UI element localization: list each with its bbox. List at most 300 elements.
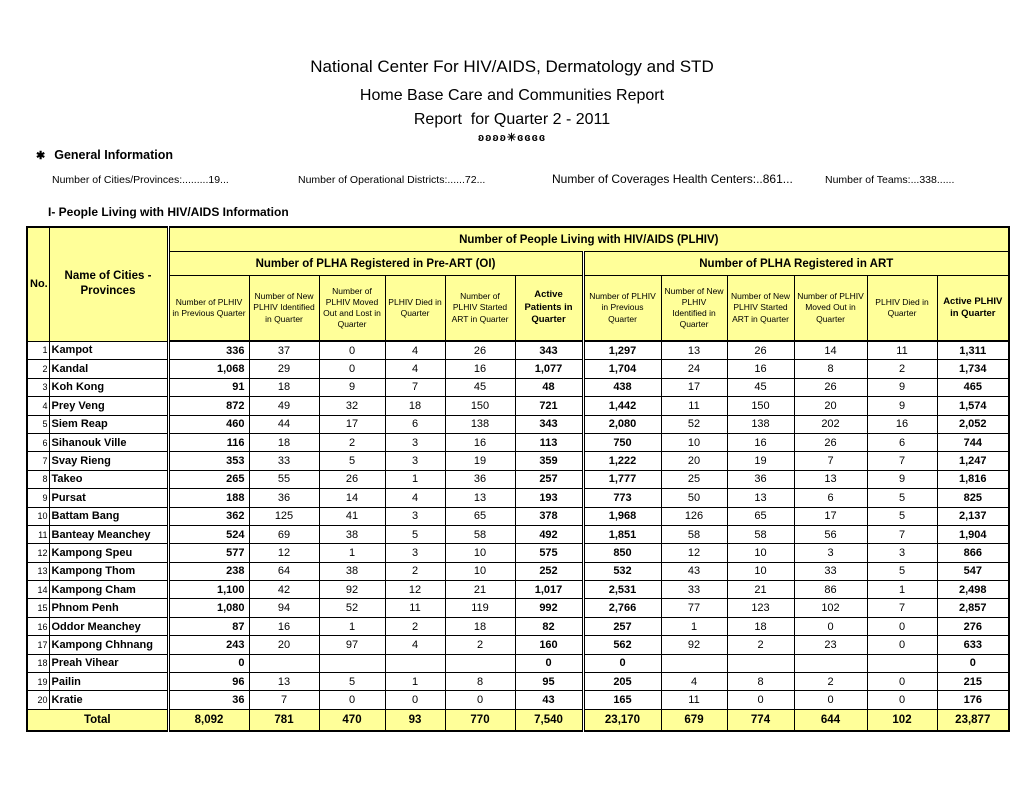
value-cell: 0 xyxy=(867,673,937,691)
value-cell: 19 xyxy=(445,452,515,470)
value-cell: 36 xyxy=(249,489,319,507)
value-cell: 36 xyxy=(445,470,515,488)
value-cell: 2 xyxy=(794,673,867,691)
value-cell: 10 xyxy=(445,562,515,580)
value-cell: 17 xyxy=(319,415,385,433)
row-number-cell: 13 xyxy=(27,562,49,580)
value-cell: 6 xyxy=(867,433,937,451)
province-name-cell: Pailin xyxy=(49,673,168,691)
province-name-cell: Kampong Chhnang xyxy=(49,636,168,654)
value-cell: 11 xyxy=(661,397,727,415)
province-name-cell: Pursat xyxy=(49,489,168,507)
report-subtitle: Home Base Care and Communities Report xyxy=(359,87,665,104)
value-cell: 3 xyxy=(385,433,445,451)
value-cell: 1 xyxy=(319,544,385,562)
table-row xyxy=(27,360,1009,378)
value-cell: 19 xyxy=(727,452,794,470)
value-cell: 10 xyxy=(727,562,794,580)
value-cell: 65 xyxy=(445,507,515,525)
value-cell: 5 xyxy=(867,489,937,507)
province-name-cell: Kampot xyxy=(49,341,168,360)
province-name-cell: Kandal xyxy=(49,360,168,378)
row-number-cell: 10 xyxy=(27,507,49,525)
value-cell: 744 xyxy=(937,433,1009,451)
value-cell: 94 xyxy=(249,599,319,617)
total-value-cell: 102 xyxy=(867,709,937,731)
value-cell: 3 xyxy=(385,452,445,470)
value-cell: 0 xyxy=(867,636,937,654)
column-header: PLHIV Died in Quarter xyxy=(867,276,937,342)
total-value-cell: 23,877 xyxy=(937,709,1009,731)
value-cell: 238 xyxy=(168,562,249,580)
row-number-cell: 4 xyxy=(27,397,49,415)
column-header-name: Name of Cities - Provinces xyxy=(49,227,168,341)
value-cell: 492 xyxy=(515,525,583,543)
value-cell: 1,077 xyxy=(515,360,583,378)
value-cell: 8 xyxy=(445,673,515,691)
row-number-cell: 20 xyxy=(27,691,49,709)
province-name-cell: Svay Rieng xyxy=(49,452,168,470)
table-row xyxy=(27,415,1009,433)
value-cell: 52 xyxy=(661,415,727,433)
general-information-label: General Information xyxy=(54,148,173,162)
total-value-cell: 470 xyxy=(319,709,385,731)
value-cell: 113 xyxy=(515,433,583,451)
row-number-cell: 19 xyxy=(27,673,49,691)
value-cell: 102 xyxy=(794,599,867,617)
value-cell: 0 xyxy=(867,691,937,709)
value-cell: 6 xyxy=(385,415,445,433)
value-cell: 0 xyxy=(583,654,661,672)
value-cell: 1,734 xyxy=(937,360,1009,378)
value-cell: 205 xyxy=(583,673,661,691)
value-cell: 91 xyxy=(168,378,249,396)
value-cell: 7 xyxy=(794,452,867,470)
province-name-cell: Siem Reap xyxy=(49,415,168,433)
value-cell: 21 xyxy=(445,581,515,599)
value-cell: 7 xyxy=(867,525,937,543)
total-value-cell: 781 xyxy=(249,709,319,731)
value-cell: 0 xyxy=(794,691,867,709)
value-cell: 2,857 xyxy=(937,599,1009,617)
value-cell: 9 xyxy=(867,470,937,488)
value-cell: 36 xyxy=(168,691,249,709)
value-cell: 1,068 xyxy=(168,360,249,378)
value-cell: 0 xyxy=(319,360,385,378)
value-cell: 2 xyxy=(445,636,515,654)
total-row xyxy=(27,709,1009,731)
value-cell: 23 xyxy=(794,636,867,654)
value-cell: 1,247 xyxy=(937,452,1009,470)
value-cell: 1,574 xyxy=(937,397,1009,415)
value-cell: 336 xyxy=(168,341,249,360)
table-title-header: Number of People Living with HIV/AIDS (PLHIV) xyxy=(168,227,1009,252)
value-cell: 43 xyxy=(661,562,727,580)
value-cell: 577 xyxy=(168,544,249,562)
table-row xyxy=(27,397,1009,415)
value-cell: 1 xyxy=(661,617,727,635)
value-cell: 2,052 xyxy=(937,415,1009,433)
value-cell: 825 xyxy=(937,489,1009,507)
column-header: Number of New PLHIV Started ART in Quarter xyxy=(727,276,794,342)
value-cell: 193 xyxy=(515,489,583,507)
row-number-cell: 3 xyxy=(27,378,49,396)
value-cell: 11 xyxy=(385,599,445,617)
value-cell: 38 xyxy=(319,525,385,543)
row-number-cell: 11 xyxy=(27,525,49,543)
value-cell: 11 xyxy=(867,341,937,360)
total-label-cell: Total xyxy=(27,709,168,731)
value-cell: 10 xyxy=(445,544,515,562)
value-cell: 150 xyxy=(727,397,794,415)
value-cell: 2,766 xyxy=(583,599,661,617)
province-name-cell: Prey Veng xyxy=(49,397,168,415)
value-cell: 26 xyxy=(794,378,867,396)
value-cell: 9 xyxy=(867,378,937,396)
province-name-cell: Battam Bang xyxy=(49,507,168,525)
value-cell: 0 xyxy=(319,691,385,709)
value-cell: 86 xyxy=(794,581,867,599)
total-value-cell: 23,170 xyxy=(583,709,661,731)
value-cell: 1,017 xyxy=(515,581,583,599)
value-cell xyxy=(727,654,794,672)
value-cell: 14 xyxy=(319,489,385,507)
value-cell: 56 xyxy=(794,525,867,543)
value-cell: 18 xyxy=(445,617,515,635)
column-header-no: No. xyxy=(27,227,49,341)
value-cell: 33 xyxy=(249,452,319,470)
value-cell: 16 xyxy=(867,415,937,433)
column-header: Number of New PLHIV Identified in Quarter xyxy=(249,276,319,342)
value-cell: 438 xyxy=(583,378,661,396)
value-cell: 1 xyxy=(867,581,937,599)
table-row xyxy=(27,581,1009,599)
value-cell: 18 xyxy=(385,397,445,415)
row-number-cell: 8 xyxy=(27,470,49,488)
row-number-cell: 14 xyxy=(27,581,49,599)
value-cell: 45 xyxy=(727,378,794,396)
table-row xyxy=(27,654,1009,672)
value-cell: 16 xyxy=(727,360,794,378)
value-cell: 13 xyxy=(727,489,794,507)
value-cell: 17 xyxy=(794,507,867,525)
value-cell: 5 xyxy=(319,673,385,691)
value-cell: 1,311 xyxy=(937,341,1009,360)
column-header: PLHIV Died in Quarter xyxy=(385,276,445,342)
value-cell: 257 xyxy=(583,617,661,635)
ornament-divider: ʚʚʚʚ✳ɞɞɞɞ xyxy=(477,132,547,144)
value-cell xyxy=(319,654,385,672)
value-cell: 6 xyxy=(794,489,867,507)
report-title: National Center For HIV/AIDS, Dermatology and STD xyxy=(310,57,714,76)
value-cell: 92 xyxy=(661,636,727,654)
value-cell: 872 xyxy=(168,397,249,415)
value-cell: 82 xyxy=(515,617,583,635)
table-header-row-top xyxy=(27,227,1009,252)
table-row xyxy=(27,673,1009,691)
value-cell: 26 xyxy=(319,470,385,488)
value-cell: 3 xyxy=(385,507,445,525)
value-cell: 45 xyxy=(445,378,515,396)
value-cell: 524 xyxy=(168,525,249,543)
value-cell: 16 xyxy=(727,433,794,451)
value-cell: 343 xyxy=(515,341,583,360)
province-name-cell: Sihanouk Ville xyxy=(49,433,168,451)
value-cell xyxy=(385,654,445,672)
table-row xyxy=(27,562,1009,580)
column-header: Number of PLHIV Moved Out and Lost in Quarter xyxy=(319,276,385,342)
value-cell: 1,222 xyxy=(583,452,661,470)
value-cell: 4 xyxy=(661,673,727,691)
value-cell: 633 xyxy=(937,636,1009,654)
value-cell: 0 xyxy=(319,341,385,360)
column-header: Active PLHIV in Quarter xyxy=(937,276,1009,342)
table-body xyxy=(27,341,1009,731)
value-cell: 97 xyxy=(319,636,385,654)
value-cell: 9 xyxy=(867,397,937,415)
value-cell: 1,904 xyxy=(937,525,1009,543)
value-cell: 773 xyxy=(583,489,661,507)
value-cell: 0 xyxy=(168,654,249,672)
value-cell: 2,137 xyxy=(937,507,1009,525)
value-cell: 1 xyxy=(385,673,445,691)
value-cell: 11 xyxy=(661,691,727,709)
table-header-row-groups xyxy=(27,252,1009,276)
value-cell: 18 xyxy=(727,617,794,635)
row-number-cell: 17 xyxy=(27,636,49,654)
value-cell: 32 xyxy=(319,397,385,415)
value-cell: 138 xyxy=(727,415,794,433)
value-cell: 4 xyxy=(385,489,445,507)
value-cell: 37 xyxy=(249,341,319,360)
value-cell xyxy=(661,654,727,672)
value-cell: 1,100 xyxy=(168,581,249,599)
total-value-cell: 679 xyxy=(661,709,727,731)
province-name-cell: Kampong Cham xyxy=(49,581,168,599)
value-cell: 17 xyxy=(661,378,727,396)
value-cell: 42 xyxy=(249,581,319,599)
row-number-cell: 6 xyxy=(27,433,49,451)
column-header: Number of PLHIV Moved Out in Quarter xyxy=(794,276,867,342)
value-cell: 1,442 xyxy=(583,397,661,415)
total-value-cell: 644 xyxy=(794,709,867,731)
value-cell xyxy=(794,654,867,672)
value-cell: 8 xyxy=(727,673,794,691)
value-cell: 16 xyxy=(445,360,515,378)
value-cell: 1,777 xyxy=(583,470,661,488)
value-cell: 362 xyxy=(168,507,249,525)
value-cell: 1,816 xyxy=(937,470,1009,488)
value-cell: 4 xyxy=(385,360,445,378)
value-cell: 5 xyxy=(385,525,445,543)
value-cell: 126 xyxy=(661,507,727,525)
table-row xyxy=(27,617,1009,635)
value-cell: 13 xyxy=(445,489,515,507)
value-cell: 58 xyxy=(727,525,794,543)
table-row xyxy=(27,470,1009,488)
row-number-cell: 12 xyxy=(27,544,49,562)
value-cell: 562 xyxy=(583,636,661,654)
table-row xyxy=(27,452,1009,470)
value-cell: 26 xyxy=(727,341,794,360)
table-row xyxy=(27,544,1009,562)
value-cell: 465 xyxy=(937,378,1009,396)
province-name-cell: Oddor Meanchey xyxy=(49,617,168,635)
value-cell: 21 xyxy=(727,581,794,599)
value-cell: 64 xyxy=(249,562,319,580)
value-cell: 123 xyxy=(727,599,794,617)
value-cell: 20 xyxy=(249,636,319,654)
section-title: I- People Living with HIV/AIDS Information xyxy=(48,205,289,219)
value-cell: 119 xyxy=(445,599,515,617)
value-cell: 12 xyxy=(661,544,727,562)
value-cell: 1,704 xyxy=(583,360,661,378)
report-quarter-line: Report for Quarter 2 - 2011 xyxy=(413,111,611,128)
value-cell: 1,297 xyxy=(583,341,661,360)
province-name-cell: Kampong Speu xyxy=(49,544,168,562)
value-cell: 160 xyxy=(515,636,583,654)
value-cell: 55 xyxy=(249,470,319,488)
column-header: Active Patients in Quarter xyxy=(515,276,583,342)
value-cell: 14 xyxy=(794,341,867,360)
table-row xyxy=(27,599,1009,617)
value-cell: 13 xyxy=(661,341,727,360)
value-cell: 3 xyxy=(867,544,937,562)
value-cell: 16 xyxy=(249,617,319,635)
column-header: Number of PLHIV Started ART in Quarter xyxy=(445,276,515,342)
value-cell: 7 xyxy=(867,452,937,470)
value-cell: 202 xyxy=(794,415,867,433)
total-value-cell: 8,092 xyxy=(168,709,249,731)
value-cell: 150 xyxy=(445,397,515,415)
value-cell: 10 xyxy=(727,544,794,562)
value-cell: 750 xyxy=(583,433,661,451)
value-cell: 1 xyxy=(319,617,385,635)
value-cell: 343 xyxy=(515,415,583,433)
value-cell xyxy=(445,654,515,672)
value-cell: 7 xyxy=(249,691,319,709)
column-header: Number of New PLHIV Identified in Quarter xyxy=(661,276,727,342)
value-cell: 0 xyxy=(867,617,937,635)
value-cell: 0 xyxy=(794,617,867,635)
group-header-pre-art: Number of PLHA Registered in Pre-ART (OI) xyxy=(168,252,583,276)
value-cell: 2,080 xyxy=(583,415,661,433)
value-cell: 7 xyxy=(385,378,445,396)
total-value-cell: 770 xyxy=(445,709,515,731)
value-cell: 252 xyxy=(515,562,583,580)
group-header-art: Number of PLHA Registered in ART xyxy=(583,252,1009,276)
province-name-cell: Phnom Penh xyxy=(49,599,168,617)
row-number-cell: 5 xyxy=(27,415,49,433)
province-name-cell: Banteay Meanchey xyxy=(49,525,168,543)
value-cell: 96 xyxy=(168,673,249,691)
value-cell: 547 xyxy=(937,562,1009,580)
value-cell: 215 xyxy=(937,673,1009,691)
value-cell xyxy=(249,654,319,672)
value-cell xyxy=(867,654,937,672)
value-cell: 16 xyxy=(445,433,515,451)
row-number-cell: 9 xyxy=(27,489,49,507)
value-cell: 65 xyxy=(727,507,794,525)
table-row xyxy=(27,378,1009,396)
table-row xyxy=(27,341,1009,360)
table-row xyxy=(27,507,1009,525)
province-name-cell: Kratie xyxy=(49,691,168,709)
table-row xyxy=(27,636,1009,654)
value-cell: 188 xyxy=(168,489,249,507)
value-cell: 33 xyxy=(661,581,727,599)
value-cell: 866 xyxy=(937,544,1009,562)
value-cell: 49 xyxy=(249,397,319,415)
value-cell: 7 xyxy=(867,599,937,617)
stat-teams: Number of Teams:...338...... xyxy=(825,174,955,186)
star-bullet-icon: ✱ xyxy=(36,150,46,162)
value-cell: 2 xyxy=(385,562,445,580)
value-cell: 38 xyxy=(319,562,385,580)
value-cell: 0 xyxy=(727,691,794,709)
value-cell: 26 xyxy=(445,341,515,360)
province-name-cell: Kampong Thom xyxy=(49,562,168,580)
value-cell: 992 xyxy=(515,599,583,617)
value-cell: 1,851 xyxy=(583,525,661,543)
row-number-cell: 16 xyxy=(27,617,49,635)
value-cell: 41 xyxy=(319,507,385,525)
value-cell: 460 xyxy=(168,415,249,433)
value-cell: 125 xyxy=(249,507,319,525)
value-cell: 165 xyxy=(583,691,661,709)
value-cell: 176 xyxy=(937,691,1009,709)
table-header-row-columns xyxy=(27,276,1009,342)
value-cell: 0 xyxy=(385,691,445,709)
value-cell: 575 xyxy=(515,544,583,562)
table-row xyxy=(27,433,1009,451)
value-cell: 43 xyxy=(515,691,583,709)
value-cell: 4 xyxy=(385,636,445,654)
value-cell: 532 xyxy=(583,562,661,580)
value-cell: 850 xyxy=(583,544,661,562)
value-cell: 116 xyxy=(168,433,249,451)
value-cell: 2,531 xyxy=(583,581,661,599)
value-cell: 69 xyxy=(249,525,319,543)
column-header: Number of PLHIV in Previous Quarter xyxy=(583,276,661,342)
total-value-cell: 93 xyxy=(385,709,445,731)
table-row xyxy=(27,489,1009,507)
value-cell: 18 xyxy=(249,378,319,396)
value-cell: 9 xyxy=(319,378,385,396)
value-cell: 2 xyxy=(727,636,794,654)
row-number-cell: 15 xyxy=(27,599,49,617)
stat-operational-districts: Number of Operational Districts:......72... xyxy=(298,174,486,186)
value-cell: 44 xyxy=(249,415,319,433)
stat-cities-provinces: Number of Cities/Provinces:.........19... xyxy=(52,174,229,186)
value-cell: 359 xyxy=(515,452,583,470)
value-cell: 87 xyxy=(168,617,249,635)
general-information-heading xyxy=(36,148,173,162)
value-cell: 24 xyxy=(661,360,727,378)
value-cell: 33 xyxy=(794,562,867,580)
value-cell: 26 xyxy=(794,433,867,451)
value-cell: 50 xyxy=(661,489,727,507)
column-header: Number of PLHIV in Previous Quarter xyxy=(168,276,249,342)
value-cell: 2 xyxy=(319,433,385,451)
row-number-cell: 1 xyxy=(27,341,49,360)
value-cell: 353 xyxy=(168,452,249,470)
value-cell: 20 xyxy=(794,397,867,415)
plhiv-table xyxy=(26,226,1010,732)
value-cell: 243 xyxy=(168,636,249,654)
value-cell: 10 xyxy=(661,433,727,451)
value-cell: 721 xyxy=(515,397,583,415)
